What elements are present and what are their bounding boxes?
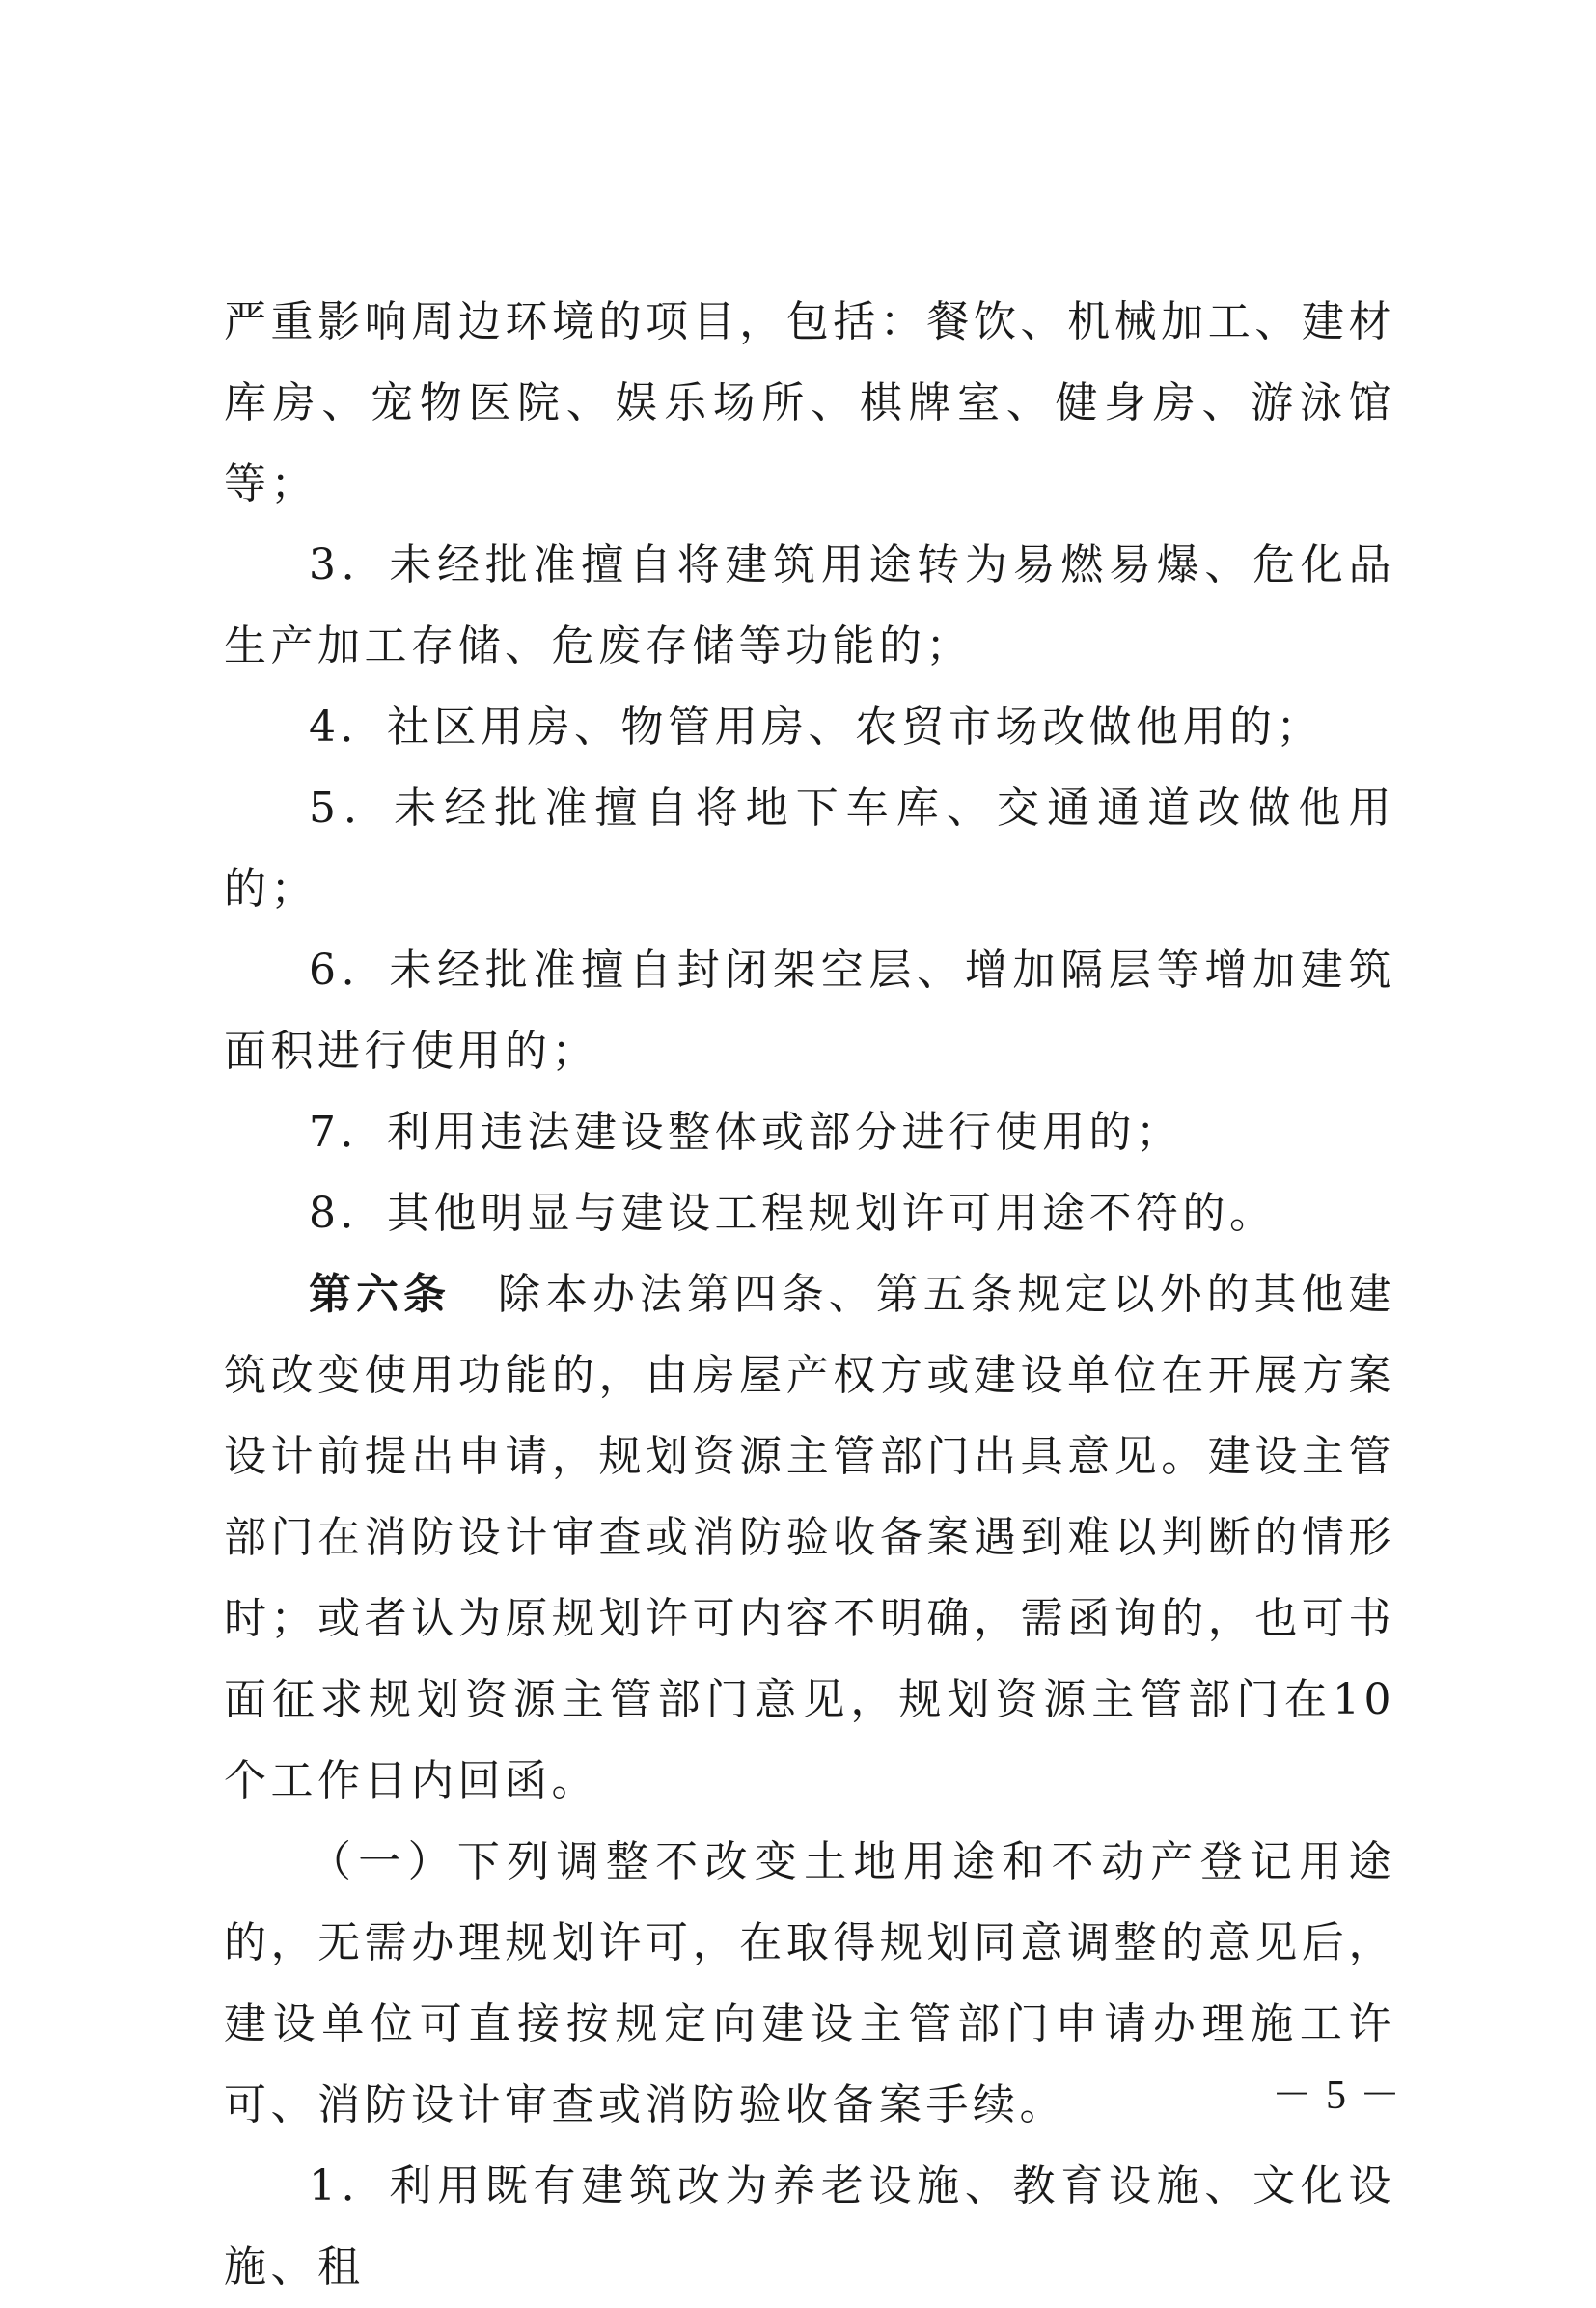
list-item-6: 6．未经批准擅自封闭架空层、增加隔层等增加建筑面积进行使用的；	[224, 946, 1395, 1076]
list-item-3: 3．未经批准擅自将建筑用途转为易燃易爆、危化品生产加工存储、危废存储等功能的；	[224, 540, 1395, 671]
article-heading: 第六条	[309, 1270, 451, 1319]
list-item-7: 7．利用违法建设整体或部分进行使用的；	[309, 1108, 1183, 1157]
section-one: （一）下列调整不改变土地用途和不动产登记用途的，无需办理规划许可，在取得规划同意调整的意见后，建设单位可直接按规定向建设主管部门申请办理施工许可、消防设计审查或消防验收备案手续。	[224, 1837, 1395, 2129]
list-item-1: 1．利用既有建筑改为养老设施、教育设施、文化设施、租	[224, 2161, 1395, 2292]
page-number: －5－	[1272, 2074, 1415, 2118]
list-item-5: 5．未经批准擅自将地下车库、交通通道改做他用的；	[224, 783, 1395, 914]
list-item-8: 8．其他明显与建设工程规划许可用途不符的。	[309, 1189, 1277, 1238]
list-item-4: 4．社区用房、物管用房、农贸市场改做他用的；	[309, 702, 1323, 752]
article-six	[224, 1254, 1395, 1822]
body-text	[224, 282, 1395, 2308]
article-body: 除本办法第四条、第五条规定以外的其他建筑改变使用功能的，由房屋产权方或建设单位在开展方案设计前提出申请，规划资源主管部门出具意见。建设主管部门在消防设计审查或消防验收备案遇到难以判断的情形时；或者认为原规划许可内容不明确，需函询的，也可书面征求规划资源主管部门意见，规划资源主管部门在10个工作日内回函。	[224, 1270, 1396, 1805]
paragraph-continuation: 严重影响周边环境的项目，包括：餐饮、机械加工、建材库房、宠物医院、娱乐场所、棋牌室、健身房、游泳馆等；	[224, 297, 1395, 508]
